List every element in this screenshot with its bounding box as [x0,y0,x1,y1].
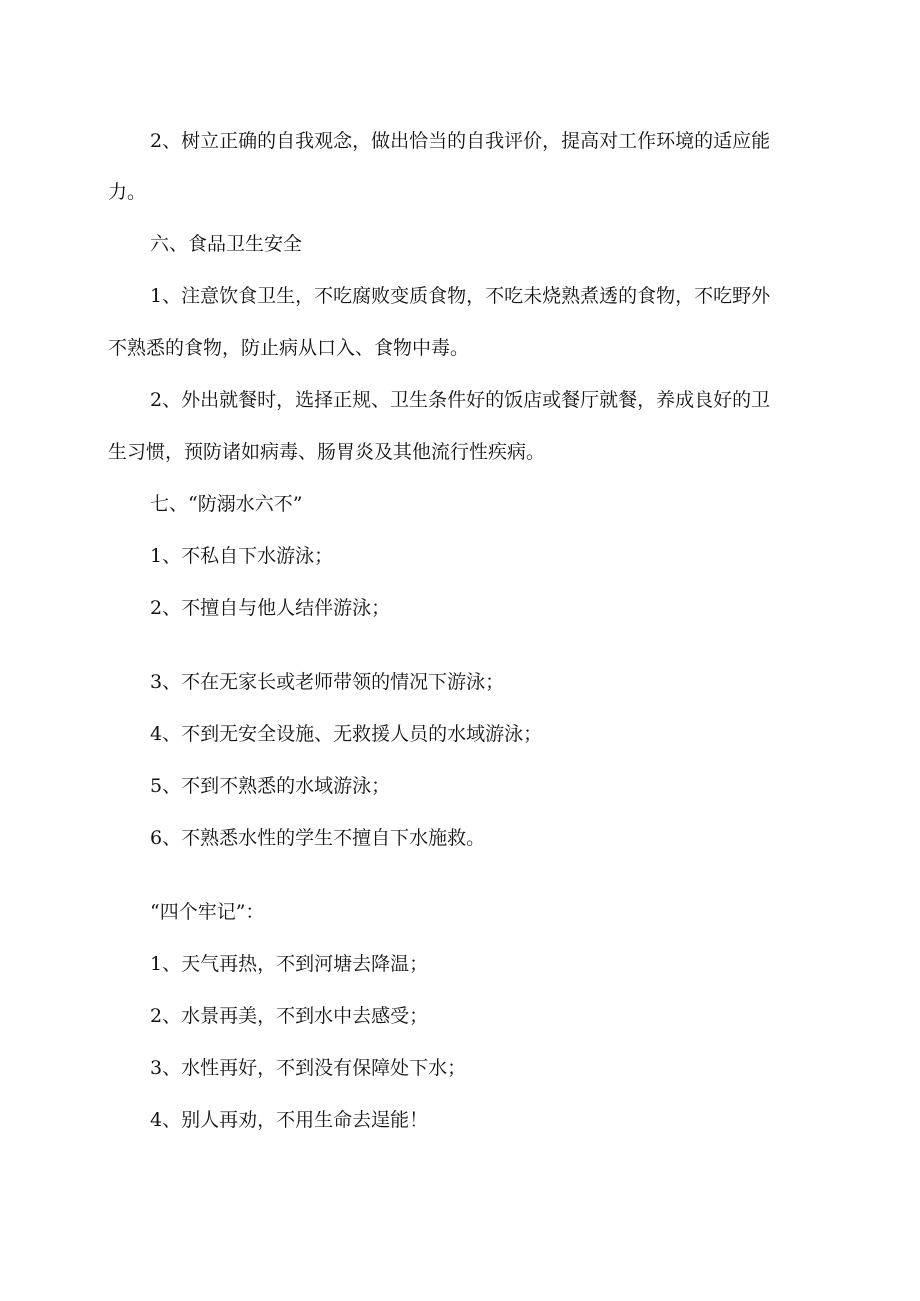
paragraph-self-concept-line2: 力。 [108,181,147,203]
remember-item-1: 1、天气再热，不到河塘去降温； [150,953,429,975]
heading-four-remember: “四个牢记”： [150,901,265,923]
paragraph-self-concept-line1: 2、树立正确的自我观念，做出恰当的自我评价，提高对工作环境的适应能 [150,130,771,152]
remember-item-3: 3、水性再好，不到没有保障处下水； [150,1057,467,1079]
list-item-2: 2、不擅自与他人结伴游泳； [150,597,391,619]
paragraph-dining-out-line1: 2、外出就餐时，选择正规、卫生条件好的饭店或餐厅就餐，养成良好的卫 [150,389,771,411]
paragraph-diet-hygiene-line2: 不熟悉的食物，防止病从口入、食物中毒。 [108,337,470,359]
remember-item-4: 4、别人再劝，不用生命去逞能！ [150,1109,429,1131]
heading-drowning-six-nos: 七、“防溺水六不” [150,493,303,515]
list-item-1: 1、不私自下水游泳； [150,545,334,567]
list-item-5: 5、不到不熟悉的水域游泳； [150,775,391,797]
list-item-6: 6、不熟悉水性的学生不擅自下水施救。 [150,827,486,849]
paragraph-diet-hygiene-line1: 1、注意饮食卫生，不吃腐败变质食物，不吃未烧熟煮透的食物，不吃野外 [150,285,771,307]
list-item-3: 3、不在无家长或老师带领的情况下游泳； [150,671,505,693]
list-item-4: 4、不到无安全设施、无救援人员的水域游泳； [150,723,543,745]
remember-item-2: 2、水景再美，不到水中去感受； [150,1005,429,1027]
heading-food-safety: 六、食品卫生安全 [150,233,303,255]
paragraph-dining-out-line2: 生习惯，预防诸如病毒、肠胃炎及其他流行性疾病。 [108,441,546,463]
